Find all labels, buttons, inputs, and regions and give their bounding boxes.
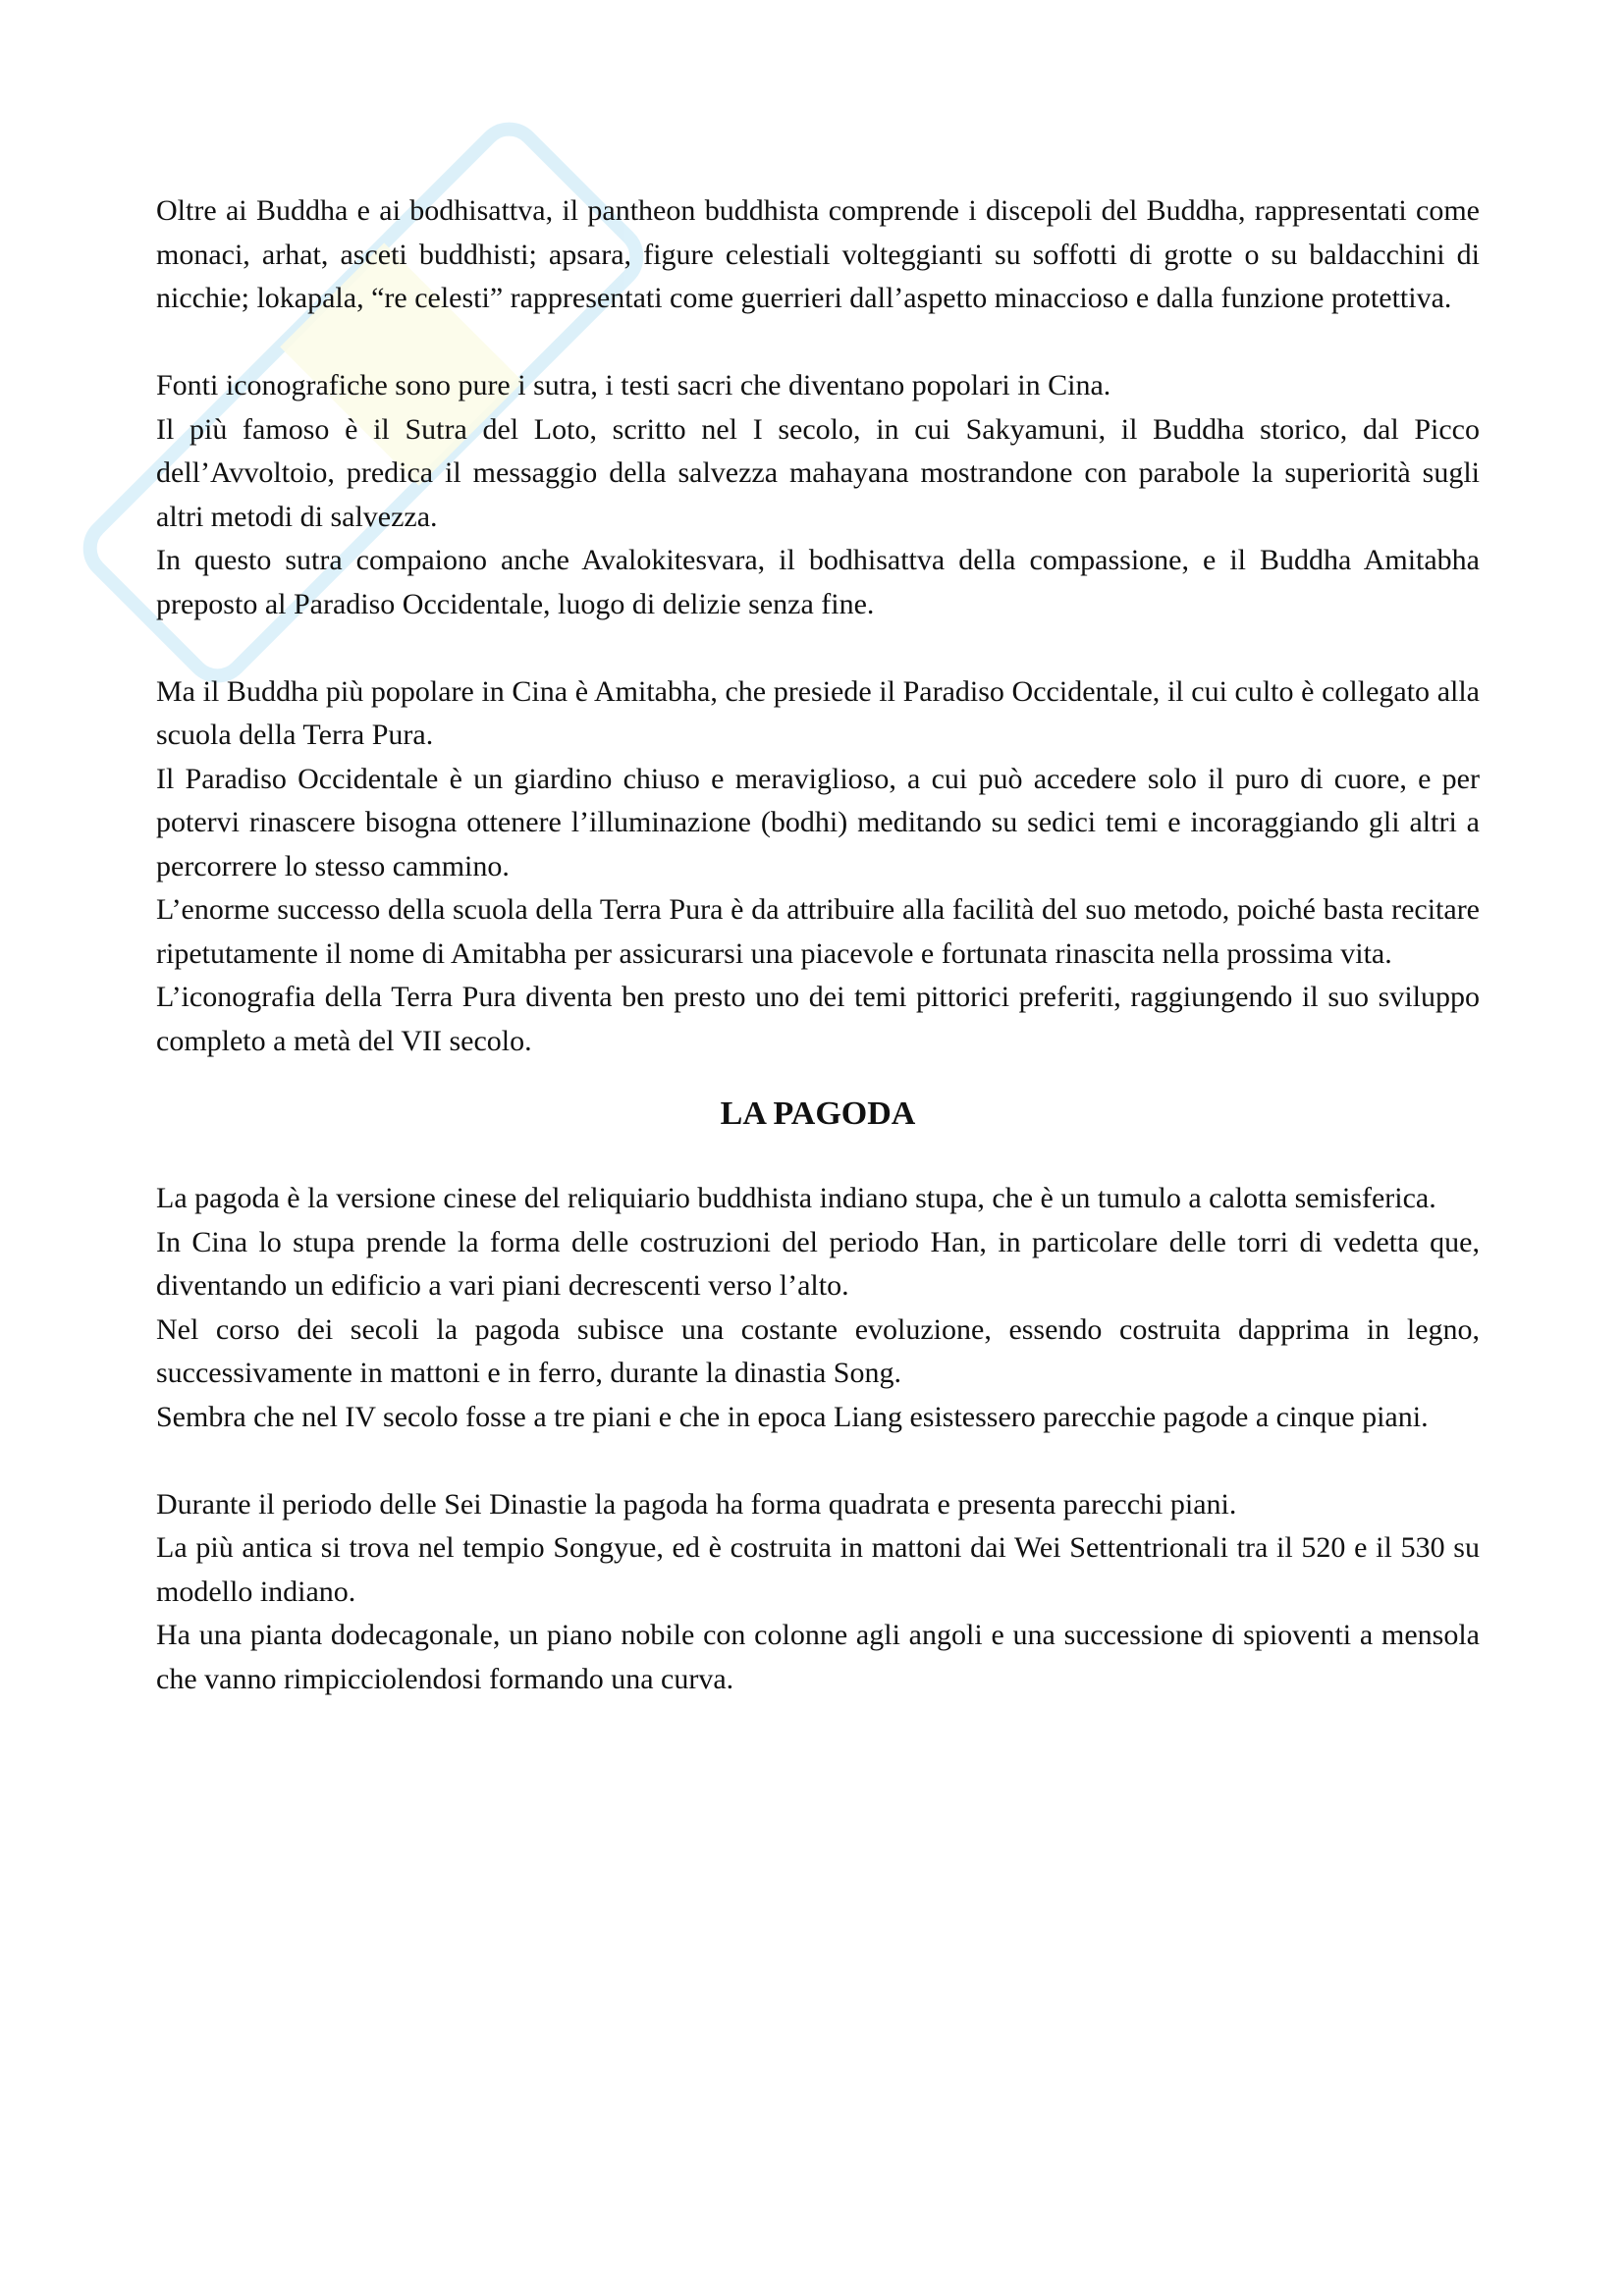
paragraph-avalokitesvara: In questo sutra compaiono anche Avalokitesvara, il bodhisattva della compassione, e il Buddha Amitabha preposto al Paradiso Occidentale, luogo di delizie senza fine. <box>156 544 1480 620</box>
paragraph-evoluzione: Nel corso dei secoli la pagoda subisce una costante evoluzione, essendo costruita dapprima in legno, successivamente in mattoni e in ferro, durante la dinastia Song. <box>156 1312 1480 1389</box>
paragraph-piani: Sembra che nel IV secolo fosse a tre piani e che in epoca Liang esistessero parecchie pagode a cinque piani. <box>156 1400 1429 1433</box>
section-heading-pagoda: LA PAGODA <box>720 1095 916 1132</box>
document-body <box>156 189 1480 1701</box>
paragraph-sei-dinastie: Durante il periodo delle Sei Dinastie la pagoda ha forma quadrata e presenta parecchi piani. <box>156 1487 1237 1521</box>
paragraph-songyue: La più antica si trova nel tempio Songyue, ed è costruita in mattoni dai Wei Settentrionali tra il 520 e il 530 su modello indiano. <box>156 1531 1480 1608</box>
paragraph-pantheon: Oltre ai Buddha e ai bodhisattva, il pantheon buddhista comprende i discepoli del Buddha, rappresentati come monaci, arhat, asceti buddhisti; apsara, figure celestiali volteggianti su soffotti di grotte o su baldacchini di nicchie; lokapala, “re celesti” rappresentati come guerrieri dall’aspetto minaccioso e dalla funzione protettiva. <box>156 194 1480 314</box>
paragraph-paradiso: Il Paradiso Occidentale è un giardino chiuso e meraviglioso, a cui può accedere solo il puro di cuore, e per potervi rinascere bisogna ottenere l’illuminazione (bodhi) meditando su sedici temi e incoraggiando gli altri a percorrere lo stesso cammino. <box>156 762 1480 882</box>
paragraph-terra-pura: L’enorme successo della scuola della Terra Pura è da attribuire alla facilità del suo metodo, poiché basta recitare ripetutamente il nome di Amitabha per assicurarsi una piacevole e fortunata rinascita nella prossima vita. <box>156 893 1480 970</box>
paragraph-sutra-loto: Il più famoso è il Sutra del Loto, scritto nel I secolo, in cui Sakyamuni, il Buddha storico, dal Picco dell’Avvoltoio, predica il messaggio della salvezza mahayana mostrandone con parabole la superiorità sugli altri metodi di salvezza. <box>156 412 1480 533</box>
paragraph-gap <box>156 1439 1480 1483</box>
paragraph-pianta: Ha una pianta dodecagonale, un piano nobile con colonne agli angoli e una successione di spioventi a mensola che vanno rimpicciolendosi formando una curva. <box>156 1619 1480 1695</box>
paragraph-gap <box>156 626 1480 670</box>
paragraph-amitabha: Ma il Buddha più popolare in Cina è Amitabha, che presiede il Paradiso Occidentale, il cui culto è collegato alla scuola della Terra Pura. <box>156 674 1480 751</box>
paragraph-fonti: Fonti iconografiche sono pure i sutra, i testi sacri che diventano popolari in Cina. <box>156 369 1111 401</box>
paragraph-stupa-cina: In Cina lo stupa prende la forma delle costruzioni del periodo Han, in particolare delle torri di vedetta que, diventando un edificio a vari piani decrescenti verso l’alto. <box>156 1225 1480 1302</box>
paragraph-iconografia: L’iconografia della Terra Pura diventa ben presto uno dei temi pittorici preferiti, raggiungendo il suo sviluppo completo a metà del VII secolo. <box>156 981 1480 1057</box>
paragraph-gap <box>156 321 1480 365</box>
paragraph-pagoda-def: La pagoda è la versione cinese del reliquiario buddhista indiano stupa, che è un tumulo a calotta semisferica. <box>156 1182 1436 1214</box>
